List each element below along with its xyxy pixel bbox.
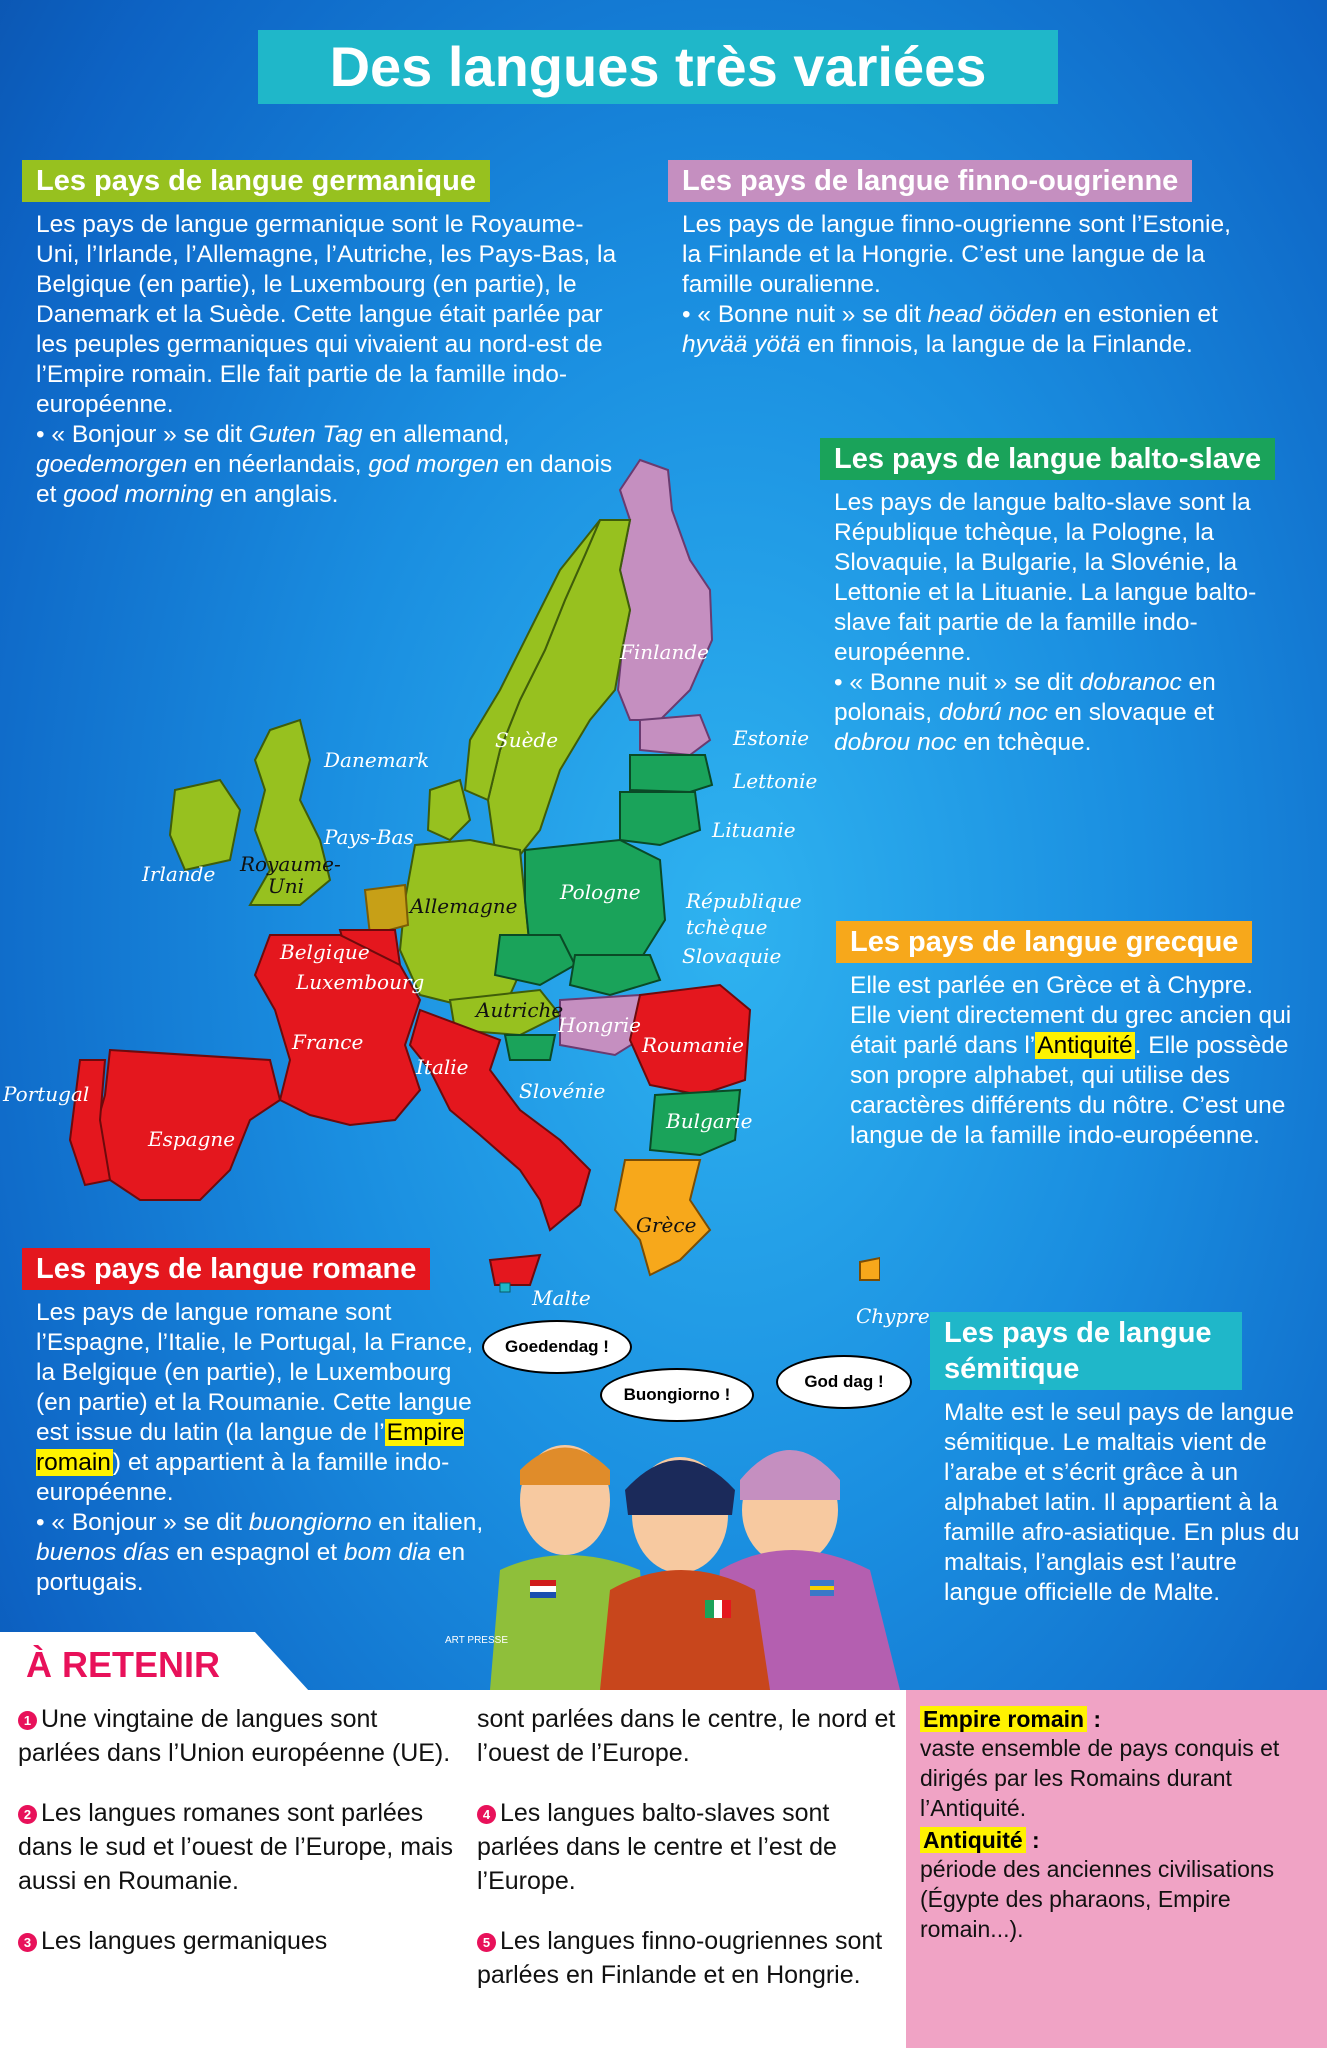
header-germanique: Les pays de langue germanique bbox=[22, 160, 490, 202]
label-royaume-uni: Royaume-Uni bbox=[240, 852, 341, 898]
label-estonie: Estonie bbox=[733, 726, 810, 750]
map-chypre bbox=[860, 1258, 880, 1280]
label-lettonie: Lettonie bbox=[733, 769, 818, 793]
section-finno bbox=[668, 160, 1268, 360]
glossary-def-1: vaste ensemble de pays conquis et dirigés par les Romains durant l’Antiquité. bbox=[920, 1735, 1280, 1821]
text-romane: Les pays de langue romane sont l’Espagne, l’Italie, le Portugal, la France, la Belgique (en partie), le Luxembourg (en partie) et la Roumanie. Cette langue est issue du latin (la langue de l’Empire romain) et appartient à la famille indo-européenne. • « Bonjour » se dit buongiorno en italien, buenos días en espagnol et bom dia en portugais. bbox=[36, 1299, 484, 1596]
label-luxembourg: Luxembourg bbox=[296, 970, 425, 994]
label-chypre: Chypre bbox=[856, 1304, 930, 1328]
label-roumanie: Roumanie bbox=[642, 1033, 744, 1057]
label-portugal: Portugal bbox=[3, 1082, 90, 1106]
label-allemagne: Allemagne bbox=[410, 894, 518, 918]
map-slovenie bbox=[505, 1035, 555, 1060]
label-suede: Suède bbox=[495, 728, 559, 752]
retenir-col1 bbox=[18, 1702, 458, 1958]
header-finno: Les pays de langue finno-ougrienne bbox=[668, 160, 1192, 202]
label-rep-tcheque: République tchèque bbox=[686, 889, 802, 939]
text-semitique: Malte est le seul pays de langue sémitique. Le maltais vient de l’arabe et s’écrit grâce à un alphabet latin. Il appartient à la famille afro-asiatique. En plus du maltais, l’anglais est l’autre langue officielle de Malte. bbox=[944, 1399, 1300, 1606]
label-finlande: Finlande bbox=[620, 640, 709, 664]
map-slovaquie bbox=[570, 955, 660, 995]
label-lituanie: Lituanie bbox=[712, 818, 796, 842]
credit: ART PRESSE bbox=[445, 1635, 508, 1646]
map-danemark bbox=[428, 780, 470, 840]
label-autriche: Autriche bbox=[476, 998, 564, 1022]
text-germanique: Les pays de langue germanique sont le Royaume-Uni, l’Irlande, l’Allemagne, l’Autriche, les Pays-Bas, la Belgique (en partie), le Luxembourg (en partie), le Danemark et la Suède. Cette langue était parlée par les peuples germaniques qui vivaient au nord-est de l’Empire romain. Elle fait partie de la famille indo-européenne. • « Bonjour » se dit Guten Tag en allemand, goedemorgen en néerlandais, god morgen en danois et good morning en anglais. bbox=[36, 211, 617, 508]
title-banner bbox=[258, 30, 1058, 104]
section-romane bbox=[22, 1248, 502, 1598]
header-balto: Les pays de langue balto-slave bbox=[820, 438, 1275, 480]
map-lituanie bbox=[620, 792, 700, 845]
label-pays-bas: Pays-Bas bbox=[324, 825, 414, 849]
retenir-item-3-cont: sont parlées dans le centre, le nord et l’ouest de l’Europe. bbox=[477, 1705, 896, 1767]
text-grecque: Elle est parlée en Grèce et à Chypre. Elle vient directement du grec ancien qui était parlé dans l’Antiquité. Elle possède son propre alphabet, qui utilise des caractères différents du nôtre. C’est une langue de la famille indo-européenne. bbox=[850, 972, 1292, 1149]
retenir-title: À RETENIR bbox=[26, 1644, 221, 1685]
glossary-panel bbox=[906, 1690, 1327, 2048]
retenir-item-1: 1 Une vingtaine de langues sont parlées dans l’Union européenne (UE). bbox=[18, 1705, 451, 1767]
glossary-entry-2: Antiquité : période des anciennes civilisations (Égypte des pharaons, Empire romain...). bbox=[920, 1827, 1315, 1944]
page-title: Des langues très variées bbox=[329, 35, 987, 98]
section-grecque bbox=[836, 921, 1306, 1151]
map-rep-tcheque bbox=[495, 935, 575, 985]
retenir-item-2: 2 Les langues romanes sont parlées dans le sud et l’ouest de l’Europe, mais aussi en Roumanie. bbox=[18, 1799, 453, 1895]
bubble-buongiorno: Buongiorno ! bbox=[600, 1368, 754, 1422]
map-finlande bbox=[618, 460, 712, 720]
glossary-def-2: période des anciennes civilisations (Égypte des pharaons, Empire romain...). bbox=[920, 1856, 1275, 1942]
retenir-item-5: 5 Les langues finno-ougriennes sont parlées en Finlande et en Hongrie. bbox=[477, 1927, 883, 1989]
label-hongrie: Hongrie bbox=[558, 1013, 641, 1037]
section-germanique bbox=[22, 160, 622, 510]
label-malte: Malte bbox=[532, 1286, 591, 1310]
label-italie: Italie bbox=[416, 1055, 469, 1079]
label-grece: Grèce bbox=[636, 1213, 697, 1237]
header-romane: Les pays de langue romane bbox=[22, 1248, 430, 1290]
label-espagne: Espagne bbox=[148, 1127, 236, 1151]
children-illustration bbox=[470, 1420, 930, 1690]
label-irlande: Irlande bbox=[142, 862, 216, 886]
bubble-goedendag: Goedendag ! bbox=[482, 1320, 632, 1374]
glossary-term-1: Empire romain bbox=[920, 1706, 1087, 1732]
retenir-item-4: 4 Les langues balto-slaves sont parlées dans le centre et l’est de l’Europe. bbox=[477, 1799, 837, 1895]
text-finno: Les pays de langue finno-ougrienne sont l’Estonie, la Finlande et la Hongrie. C’est une langue de la famille ouralienne. • « Bonne nuit » se dit head ööden en estonien et hyvää yötä en finnois, la langue de la Finlande. bbox=[682, 211, 1231, 358]
label-slovaquie: Slovaquie bbox=[682, 944, 782, 968]
label-belgique: Belgique bbox=[280, 940, 370, 964]
label-france: France bbox=[292, 1030, 364, 1054]
label-slovenie: Slovénie bbox=[519, 1079, 606, 1103]
map-estonie bbox=[640, 715, 710, 755]
label-pologne: Pologne bbox=[560, 880, 641, 904]
header-semitique: Les pays de langue sémitique bbox=[930, 1312, 1242, 1390]
map-pays-bas bbox=[365, 885, 408, 935]
glossary-term-2: Antiquité bbox=[920, 1827, 1026, 1853]
label-bulgarie: Bulgarie bbox=[666, 1109, 753, 1133]
retenir-item-3: 3 Les langues germaniques bbox=[18, 1924, 458, 1958]
section-balto bbox=[820, 438, 1300, 758]
map-espagne bbox=[95, 1050, 280, 1200]
bubble-god-dag: God dag ! bbox=[776, 1355, 912, 1409]
label-danemark: Danemark bbox=[324, 748, 430, 772]
map-lettonie bbox=[630, 755, 712, 792]
header-grecque: Les pays de langue grecque bbox=[836, 921, 1252, 963]
retenir-col2 bbox=[477, 1702, 897, 1992]
map-irlande bbox=[170, 780, 240, 870]
text-balto: Les pays de langue balto-slave sont la République tchèque, la Pologne, la Slovaquie, la Bulgarie, la Slovénie, la Lettonie et la Lituanie. La langue balto-slave fait partie de la famille indo-européenne. • « Bonne nuit » se dit dobranoc en polonais, dobrú noc en slovaque et dobrou noc en tchèque. bbox=[834, 489, 1257, 756]
section-semitique bbox=[930, 1312, 1310, 1608]
glossary-entry-1: Empire romain : vaste ensemble de pays conquis et dirigés par les Romains durant l’Antiquité. bbox=[920, 1706, 1315, 1823]
